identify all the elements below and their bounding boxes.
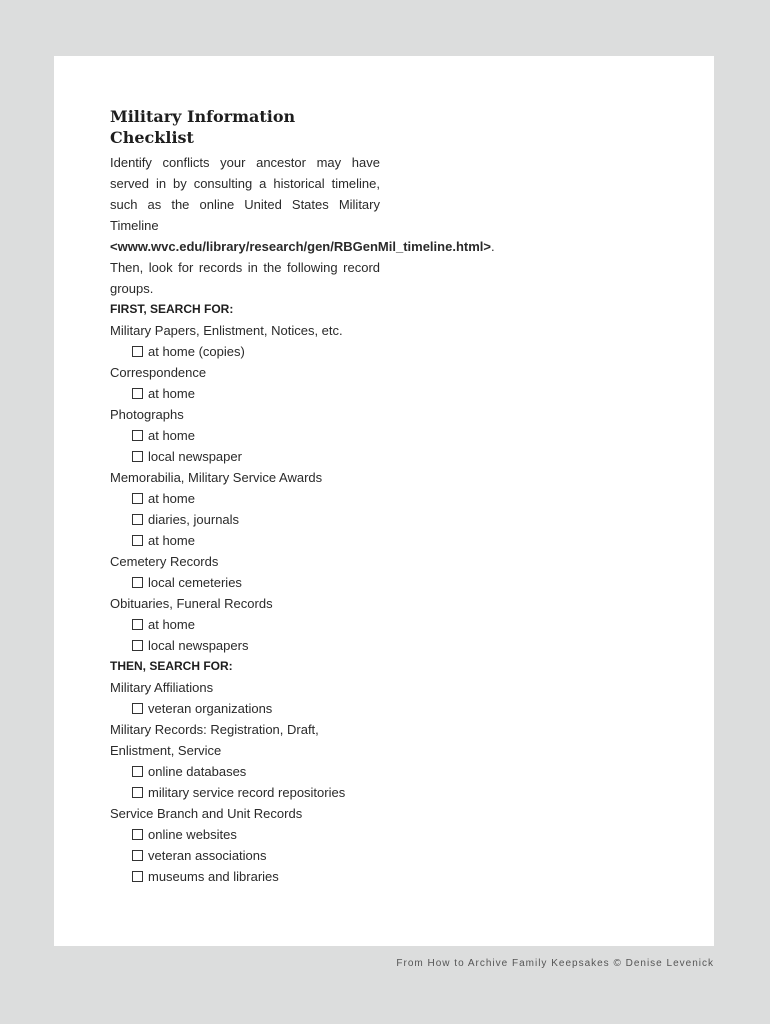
- record-group-label: Correspondence: [110, 365, 207, 380]
- checkbox-icon[interactable]: [132, 430, 143, 441]
- checklist-item[interactable]: [110, 383, 380, 404]
- intro-text-after: . Then, look for records in the following record groups.: [110, 239, 495, 296]
- record-group-label: Cemetery Records: [110, 554, 219, 569]
- checkbox-icon[interactable]: [132, 514, 143, 525]
- checklist-item-label: local newspapers: [148, 638, 249, 653]
- checklist-item[interactable]: [110, 824, 380, 845]
- page-title: Military Information Checklist: [110, 107, 296, 147]
- intro-text-before: Identify conflicts your ancestor may have served in by consulting a historical timeline, such as the online United States Military Timeline: [110, 155, 380, 233]
- checklist-item[interactable]: [110, 509, 380, 530]
- checklist-item-label: military service record repositories: [148, 785, 346, 800]
- checklist-item[interactable]: [110, 866, 380, 887]
- intro-paragraph: [110, 152, 495, 299]
- record-group-label: Military Affiliations: [110, 680, 214, 695]
- checklist-content: [110, 106, 495, 887]
- checklist-item[interactable]: [110, 446, 380, 467]
- checklist-item-label: online websites: [148, 827, 237, 842]
- checklist-item[interactable]: [110, 698, 380, 719]
- timeline-url: <www.wvc.edu/library/research/gen/RBGenMil_timeline.html>: [110, 239, 491, 254]
- record-group-label: Obituaries, Funeral Records: [110, 596, 273, 611]
- checklist-item-label: veteran organizations: [148, 701, 273, 716]
- checklist-item-label: veteran associations: [148, 848, 267, 863]
- checklist-item-label: museums and libraries: [148, 869, 279, 884]
- checklist-item-label: online databases: [148, 764, 247, 779]
- checklist-item-label: at home (copies): [148, 344, 245, 359]
- checklist-item-label: at home: [148, 491, 195, 506]
- checkbox-icon[interactable]: [132, 871, 143, 882]
- checklist-item[interactable]: [110, 572, 380, 593]
- checklist-item-label: at home: [148, 533, 195, 548]
- checklist-item-label: local newspaper: [148, 449, 242, 464]
- record-group-label: Military Papers, Enlistment, Notices, etc.: [110, 323, 343, 338]
- checkbox-icon[interactable]: [132, 640, 143, 651]
- checkbox-icon[interactable]: [132, 619, 143, 630]
- checklist-item[interactable]: [110, 614, 380, 635]
- first-search-heading: FIRST, SEARCH FOR:: [110, 302, 234, 316]
- record-group-label: Military Records: Registration, Draft, Enlistment, Service: [110, 722, 319, 758]
- checklist-item[interactable]: [110, 341, 380, 362]
- checkbox-icon[interactable]: [132, 766, 143, 777]
- record-group-label: Service Branch and Unit Records: [110, 806, 303, 821]
- checkbox-icon[interactable]: [132, 451, 143, 462]
- checklist-item-label: diaries, journals: [148, 512, 240, 527]
- checkbox-icon[interactable]: [132, 829, 143, 840]
- checklist-item-label: at home: [148, 428, 195, 443]
- record-group-label: Memorabilia, Military Service Awards: [110, 470, 323, 485]
- then-search-heading: THEN, SEARCH FOR:: [110, 659, 233, 673]
- checklist-item[interactable]: [110, 635, 380, 656]
- then-search-groups: [110, 677, 380, 887]
- checkbox-icon[interactable]: [132, 703, 143, 714]
- checklist-item[interactable]: [110, 845, 380, 866]
- first-search-groups: [110, 320, 380, 656]
- checkbox-icon[interactable]: [132, 850, 143, 861]
- checklist-item[interactable]: [110, 488, 380, 509]
- checklist-item[interactable]: [110, 761, 380, 782]
- checkbox-icon[interactable]: [132, 577, 143, 588]
- checkbox-icon[interactable]: [132, 493, 143, 504]
- checkbox-icon[interactable]: [132, 346, 143, 357]
- checklist-item[interactable]: [110, 782, 380, 803]
- checkbox-icon[interactable]: [132, 388, 143, 399]
- checklist-item[interactable]: [110, 530, 380, 551]
- checklist-item-label: at home: [148, 617, 195, 632]
- checkbox-icon[interactable]: [132, 535, 143, 546]
- record-group-label: Photographs: [110, 407, 184, 422]
- checklist-item-label: at home: [148, 386, 195, 401]
- checklist-item[interactable]: [110, 425, 380, 446]
- checklist-item-label: local cemeteries: [148, 575, 242, 590]
- footer-credit: From How to Archive Family Keepsakes © Denise Levenick: [396, 958, 714, 969]
- checkbox-icon[interactable]: [132, 787, 143, 798]
- document-page: [54, 56, 714, 946]
